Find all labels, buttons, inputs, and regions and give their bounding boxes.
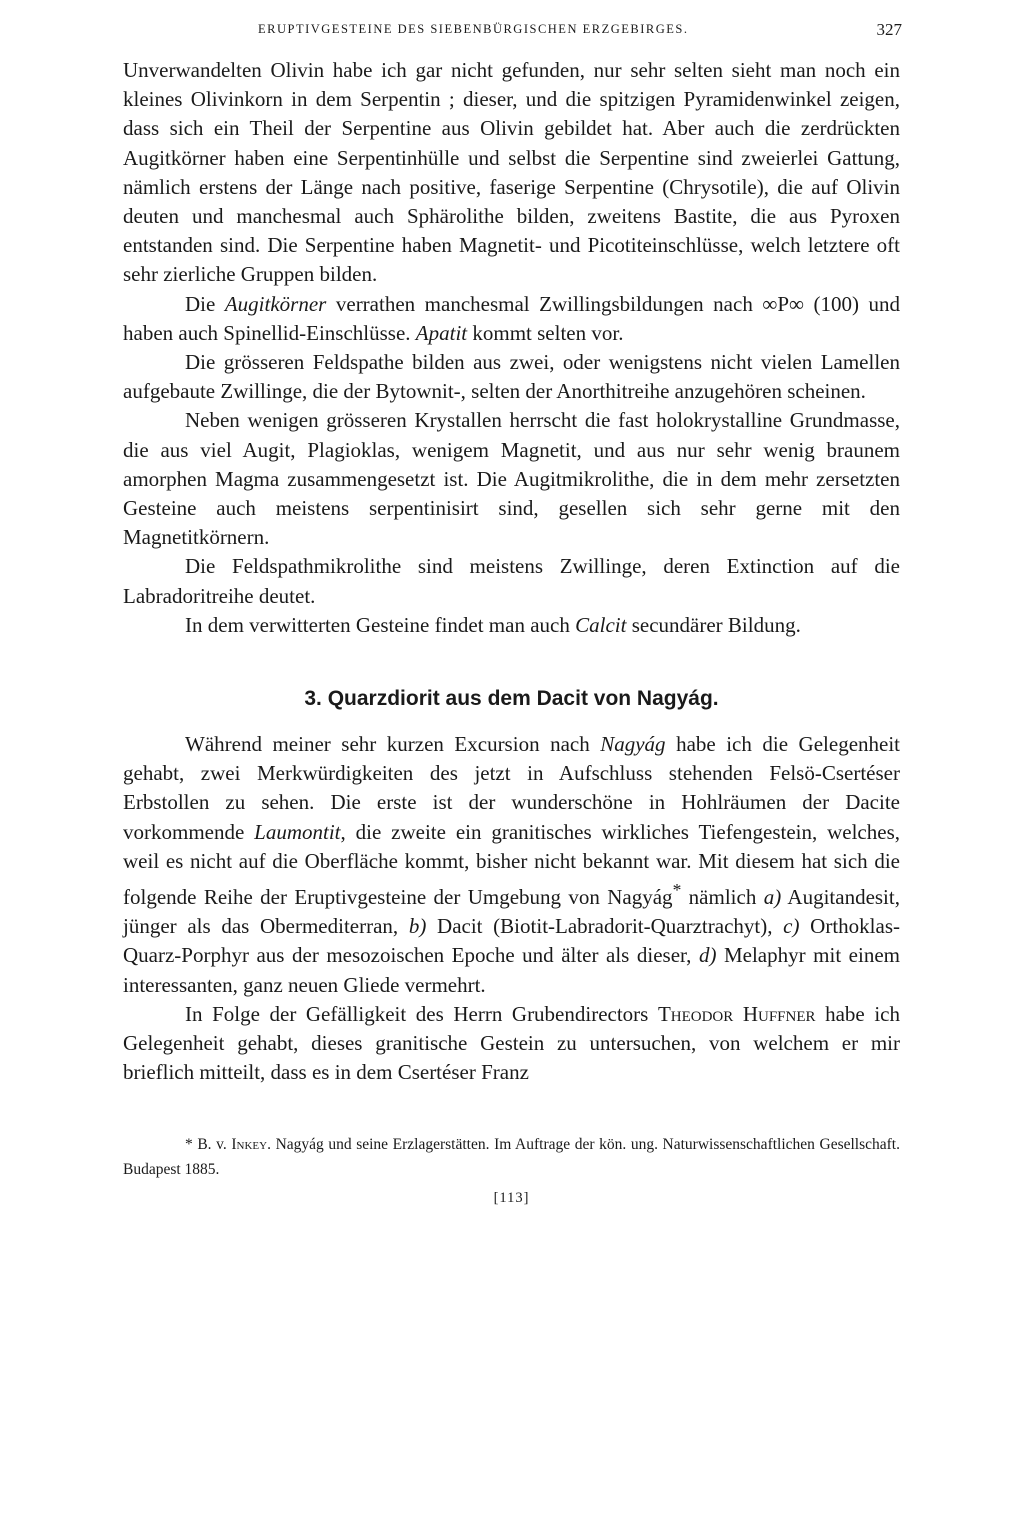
list-marker: d) <box>698 943 717 968</box>
paragraph-text: habe ich Gelegenheit gehabt, dieses granitische Gestein zu untersuchen, von welchem er mir brieflich mitteilt, dass es in dem Csertéser Franz <box>123 1001 900 1085</box>
mineral-name: Apatit <box>415 320 468 345</box>
paragraph-feldspathmikrolithe <box>123 552 900 610</box>
paragraph-text: Während meiner sehr kurzen Excursion nach <box>185 732 601 757</box>
paragraph-text: Augitandesit, jünger als das Obermediterran, <box>123 885 900 939</box>
paragraph-excursion <box>123 730 900 1000</box>
author-name: Inkey <box>231 1135 268 1153</box>
paragraph-text: Die grösseren Feldspathe bilden aus zwei, oder wenigstens nicht vielen Lamellen aufgebaute Zwillinge, die der Bytownit-, selten der Anorthitreihe anzugehören scheinen. <box>123 350 900 404</box>
section-heading: 3. Quarzdiorit aus dem Dacit von Nagyág. <box>304 687 719 711</box>
footnote <box>123 1132 900 1182</box>
list-marker: c) <box>783 914 800 939</box>
paragraph-calcit <box>123 611 900 640</box>
paragraph-text: Melaphyr mit einem interessanten, ganz neuen Gliede vermehrt. <box>123 943 900 997</box>
body-text <box>123 56 900 1213</box>
footnote-spacer <box>123 1088 900 1132</box>
mineral-name: Augitkörner <box>224 291 327 316</box>
list-marker: b) <box>408 914 427 939</box>
list-marker: a) <box>763 885 782 910</box>
paragraph-text: Die Feldspathmikrolithe sind meistens Zwillinge, deren Extinction auf die Labradoritreihe deutet. <box>123 554 900 608</box>
paragraph-text: In dem verwitterten Gesteine findet man auch <box>185 612 576 637</box>
section-spacer <box>123 640 900 684</box>
place-name: Nagyág <box>600 732 666 757</box>
paragraph-olivin <box>123 56 900 290</box>
running-head: ERUPTIVGESTEINE DES SIEBENBÜRGISCHEN ERZGEBIRGES. <box>258 22 689 36</box>
paragraph-text: Orthoklas-Quarz-Porphyr aus der mesozoischen Epoche und älter als dieser, <box>123 914 900 968</box>
signature-mark: [113] <box>493 1189 530 1206</box>
paragraph-text: Unverwandelten Olivin habe ich gar nicht gefunden, nur sehr selten sieht man noch ein kleines Olivinkorn in dem Serpentin ; dieser, und die spitzigen Pyramidenwinkel zeigen, dass sich ein Theil der Serpentine aus Olivin gebildet hat. Aber auch die zerdrückten Augitkörner haben eine Serpentinhülle und selbst die Serpentine sind zweierlei Gattung, nämlich erstens der Länge nach positive, faserige Serpentine (Chrysotile), die auf Olivin deuten und manchesmal auch Sphärolithe bilden, zweitens Bastite, die aus Pyroxen entstanden sind. Die Serpentine haben Magnetit- und Picotiteinschlüsse, welch letztere oft sehr zierliche Gruppen bilden. <box>123 58 900 287</box>
paragraph-text: habe ich die Gelegenheit gehabt, zwei Merkwürdigkeiten des jetzt in Aufschluss stehenden Felsö-Csertéser Erbstollen zu sehen. Die erste ist der wunderschöne in Hohlräumen der Dacite vorkommende <box>123 732 901 844</box>
paragraph-text: secundärer Bildung. <box>626 612 801 637</box>
paragraph-huffner <box>123 1000 900 1088</box>
page-number: 327 <box>876 20 902 39</box>
mineral-name: Calcit <box>575 612 627 637</box>
mineral-name: Laumontit <box>254 819 341 844</box>
footnote-text: . Nagyág und seine Erzlagerstätten. Im Auftrage der kön. ung. Naturwissenschaftlichen Gesellschaft. Budapest 1885. <box>123 1135 900 1178</box>
footnote-text: * B. v. <box>185 1135 232 1153</box>
paragraph-text: , die zweite ein granitisches wirkliches Tiefengestein, welches, weil es nicht auf die Oberfläche kommt, bisher nicht bekannt war. Mit diesem hat sich die folgende Reihe der Eruptivgesteine der Umgebung von Nagyág <box>123 819 900 910</box>
paragraph-text: Neben wenigen grösseren Krystallen herrscht die fast holokrystalline Grundmasse, die aus viel Augit, Plagioklas, wenigem Magnetit, und aus nur sehr wenig braunem amorphen Magma zusammengesetzt ist. Die Augitmikrolithe, die in dem mehr zersetzten Gesteine auch meistens serpentinisirt sind, gesellen sich sehr gerne mit den Magnetitkörnern. <box>123 408 900 550</box>
paragraph-text: In Folge der Gefälligkeit des Herrn Grubendirectors <box>185 1001 658 1026</box>
paragraph-text: Dacit (Biotit-Labradorit-Quarztrachyt), <box>426 914 784 939</box>
paragraph-grundmasse <box>123 406 900 552</box>
person-name: Theodor Huffner <box>657 1001 816 1026</box>
paragraph-text: kommt selten vor. <box>467 320 624 345</box>
paragraph-feldspathe <box>123 348 900 406</box>
paragraph-text: nämlich <box>681 885 764 910</box>
paragraph-augitkoerner <box>123 290 900 348</box>
paragraph-text: verrathen manchesmal Zwillingsbildungen nach ∞P∞ (100) und haben auch Spinellid-Einschlüsse. <box>123 291 901 345</box>
footnote-marker: * <box>672 880 682 901</box>
paragraph-text: Die <box>185 291 225 316</box>
